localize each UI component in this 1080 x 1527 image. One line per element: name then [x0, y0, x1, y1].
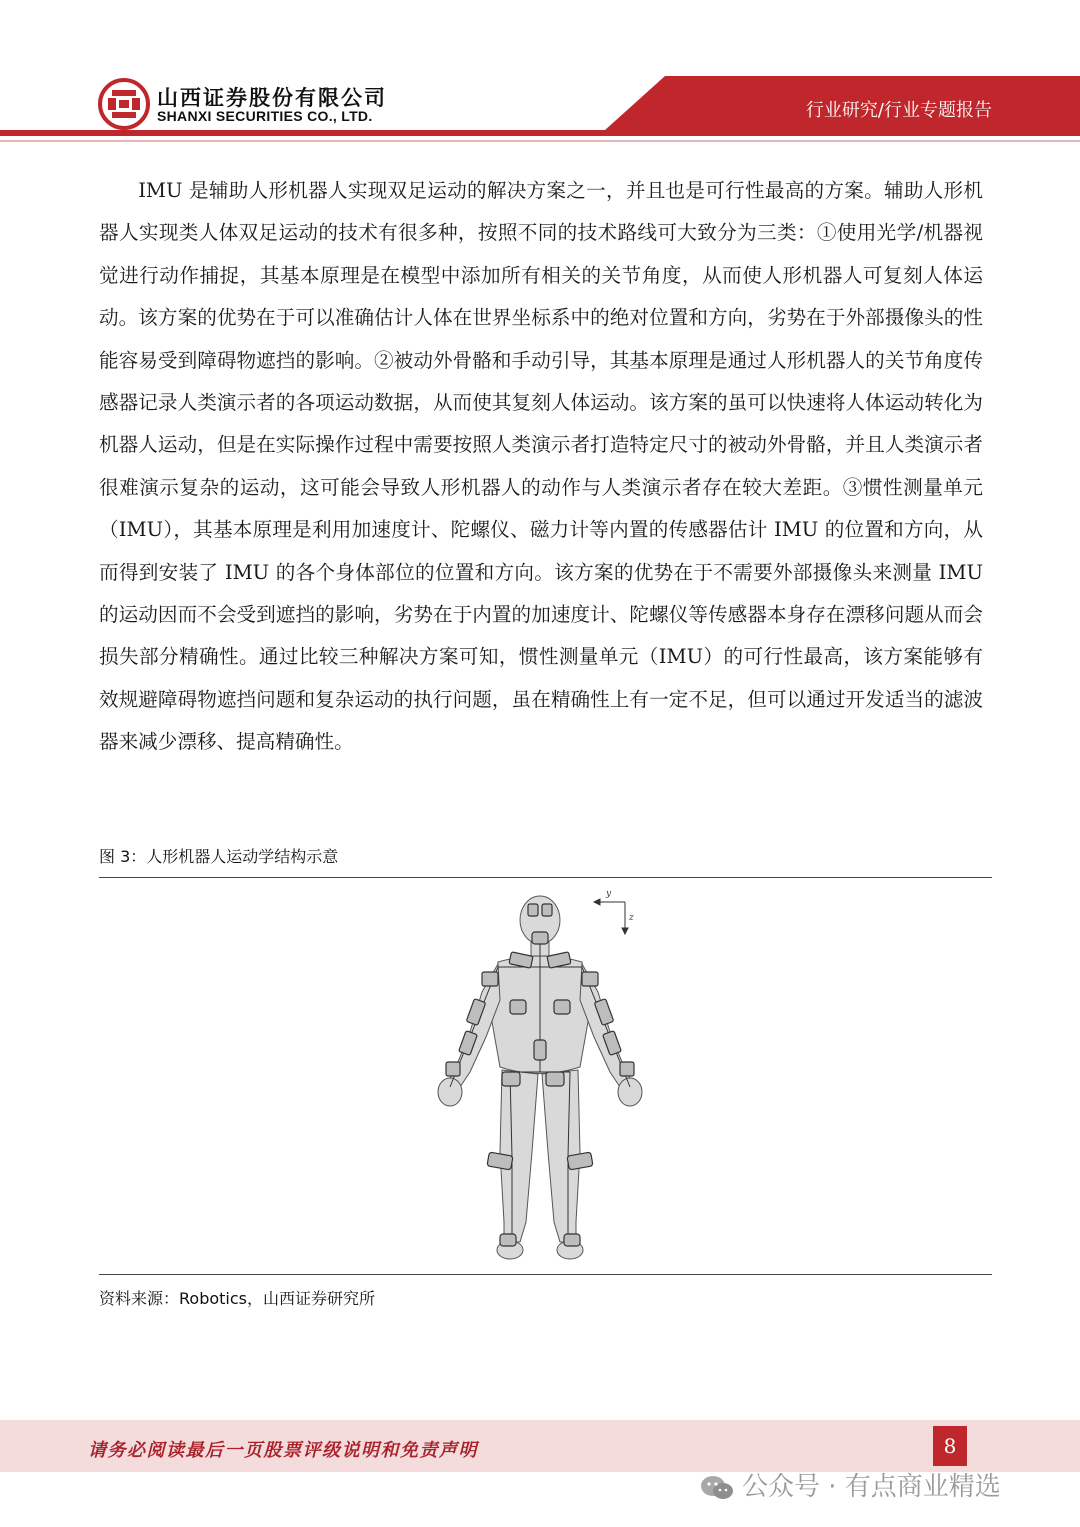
body-paragraph: IMU 是辅助人形机器人实现双足运动的解决方案之一，并且也是可行性最高的方案。辅助人形机器人实现类人体双足运动的技术有很多种，按照不同的技术路线可大致分为三类：①使用光学/机器视觉进行动作捕捉，其基本原理是在模型中添加所有相关的关节角度，从而使人形机器人可复刻人体运动。该方案的优势在于可以准确估计人体在世界坐标系中的绝对位置和方向，劣势在于外部摄像头的性能容易受到障碍物遮挡的影响。②被动外骨骼和手动引导，其基本原理是通过人形机器人的关节角度传感器记录人类演示者的各项运动数据，从而使其复刻人体运动。该方案的虽可以快速将人体运动转化为机器人运动，但是在实际操作过程中需要按照人类演示者打造特定尺寸的被动外骨骼，并且人类演示者很难演示复杂的运动，这可能会导致人形机器人的动作与人类演示者存在较大差距。③惯性测量单元（IMU），其基本原理是利用加速度计、陀螺仪、磁力计等内置的传感器估计 IMU 的位置和方向，从而得到安装了 IMU 的各个身体部位的位置和方向。该方案的优势在于不需要外部摄像头来测量 IMU 的运动因而不会受到遮挡的影响，劣势在于内置的加速度计、陀螺仪等传感器本身存在漂移问题从而会损失部分精确性。通过比较三种解决方案可知，惯性测量单元（IMU）的可行性最高，该方案能够有效规避障碍物遮挡问题和复杂运动的执行问题，虽在精确性上有一定不足，但可以通过开发适当的滤波器来减少漂移、提高精确性。 — [99, 179, 983, 754]
footer-disclaimer: 请务必阅读最后一页股票评级说明和免责声明 — [88, 1440, 478, 1461]
wechat-icon — [700, 1474, 734, 1502]
figure-source: 资料来源：Robotics，山西证券研究所 — [99, 1289, 375, 1308]
header-band — [0, 0, 1080, 150]
watermark-text: 公众号 · 有点商业精选 — [742, 1472, 1001, 1502]
axis-y-label: y — [606, 889, 612, 899]
figure-bottom-rule — [99, 1274, 992, 1275]
axis-z-label: z — [629, 913, 634, 923]
humanoid-kinematics-figure — [420, 882, 660, 1272]
company-logo-icon — [98, 78, 150, 130]
page-header — [0, 0, 1080, 150]
figure-top-rule — [99, 877, 992, 878]
figure-title: 图 3：人形机器人运动学结构示意 — [99, 847, 339, 866]
page-number: 8 — [933, 1426, 967, 1466]
watermark — [700, 1466, 1001, 1503]
company-name-cn: 山西证券股份有限公司 — [157, 86, 387, 110]
company-name-en: SHANXI SECURITIES CO., LTD. — [157, 108, 373, 124]
report-type: 行业研究/行业专题报告 — [805, 100, 992, 121]
